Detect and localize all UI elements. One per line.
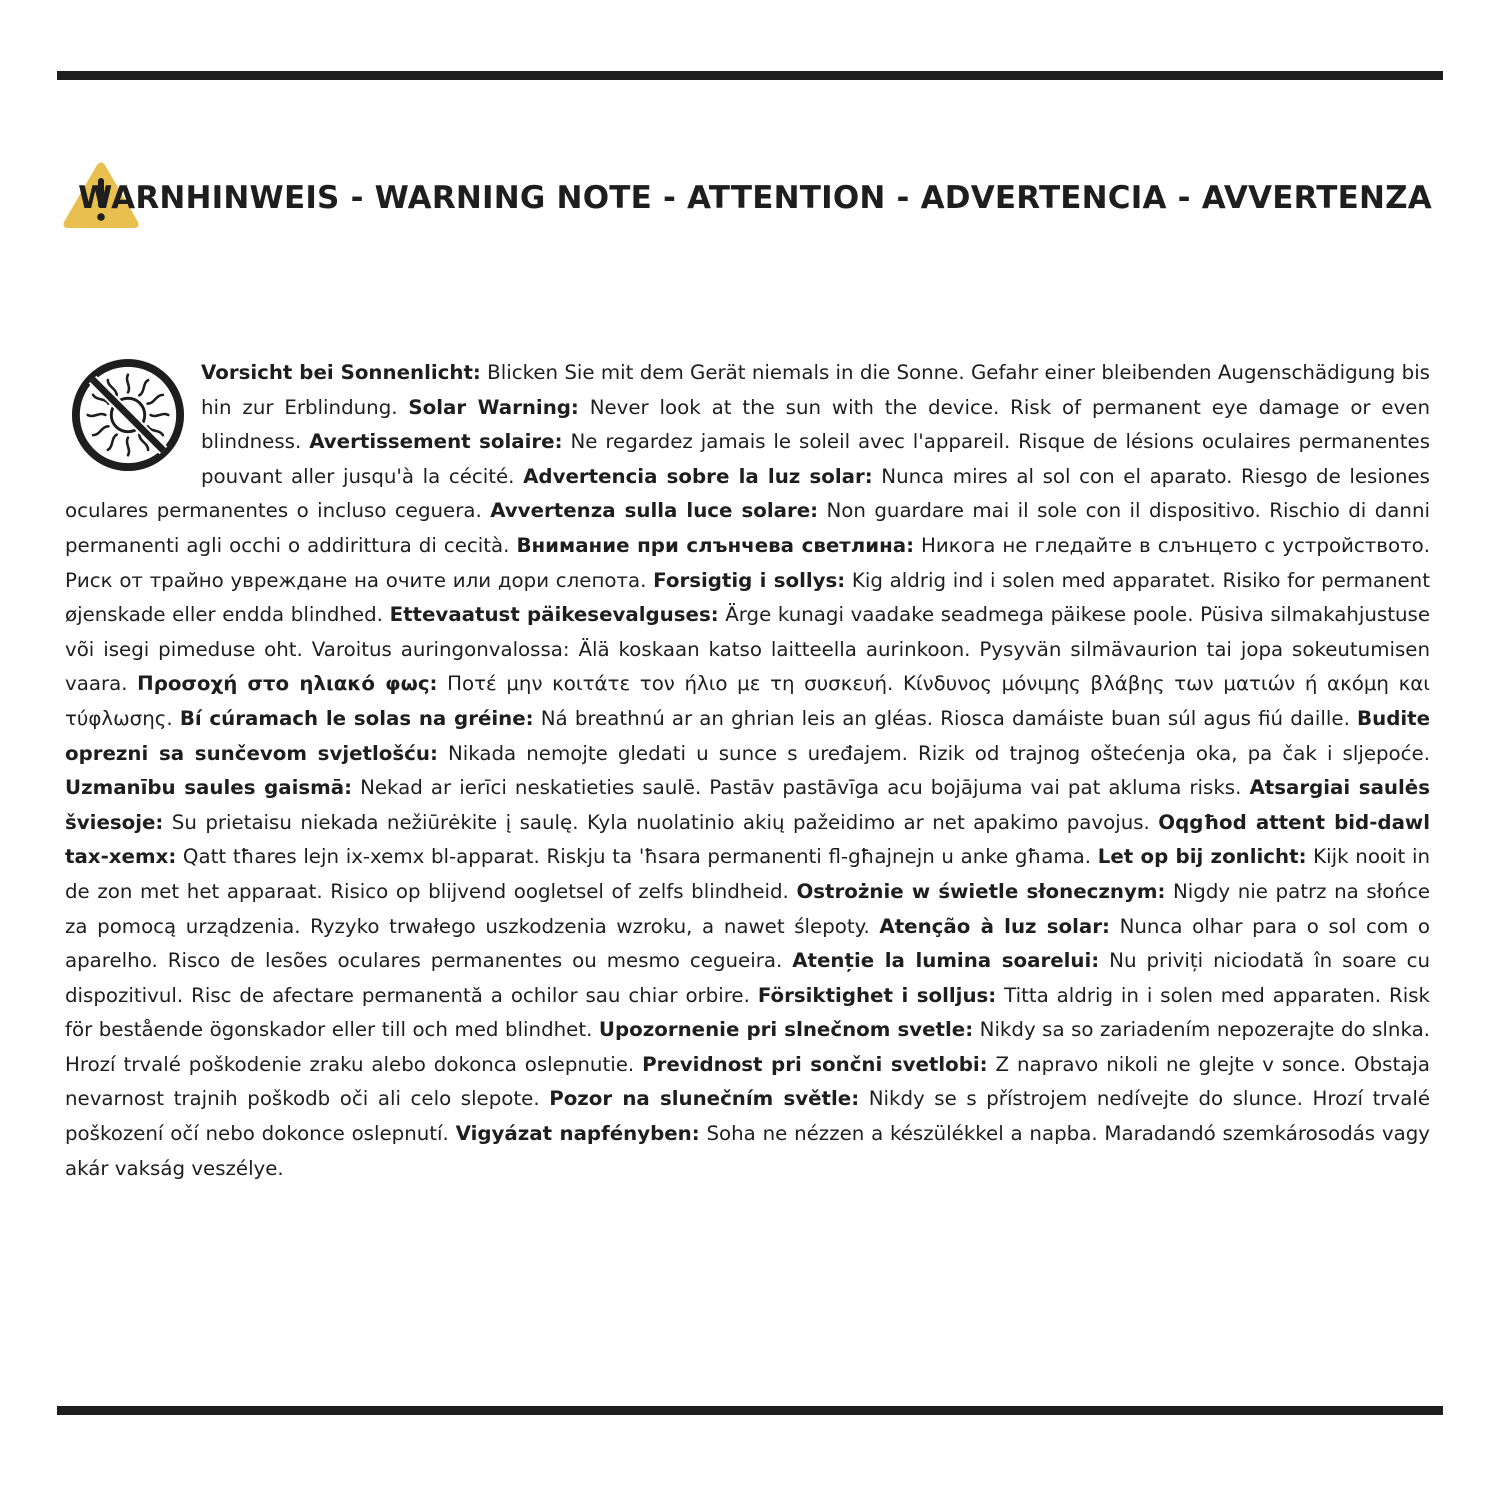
warning-label: Upozornenie pri slnečnom svetle: xyxy=(598,1018,974,1042)
warning-label: Vigyázat napfényben: xyxy=(455,1122,700,1146)
warning-text: Blicken Sie mit dem Gerät niemals in die Sonne. Gefahr einer bleibenden Augenschädigung bis hin zur Erblindung. xyxy=(201,361,1430,419)
warning-label: Försiktighet i solljus: xyxy=(757,983,997,1007)
sun-ray xyxy=(148,395,163,404)
warning-text: Kijk nooit in de zon met het apparaat. Risico op blijvend oogletsel of zelfs blindheid. xyxy=(65,845,1430,903)
warning-text: Nigdy nie patrz na słońce za pomocą urządzenia. Ryzyko trwałego uszkodzenia wzroku, a nawet ślepoty. xyxy=(65,879,1430,938)
warning-body xyxy=(65,356,1430,1186)
top-rule xyxy=(57,71,1443,80)
warning-text: Soha ne nézzen a készülékkel a napba. Maradandó szemkárosodás vagy akár vakság veszélye. xyxy=(65,1122,1430,1180)
warning-text: Nikdy sa so zariadením nepozerajte do slnka. Hrozí trvalé poškodenie zraku alebo dokonca oslepnutie. xyxy=(65,1018,1430,1076)
warning-label: Uzmanību saules gaismā: xyxy=(65,776,353,800)
warning-label: Pozor na slunečním světle: xyxy=(549,1087,860,1111)
warning-text: Ná breathnú ar an ghrian leis an gléas. Riosca damáiste buan súl agus fiú daille. xyxy=(533,706,1358,730)
warning-text: Non guardare mai il sole con il dispositivo. Rischio di danni permanenti agli occhi o addirittura di cecità. xyxy=(65,499,1430,557)
warning-label: Budite oprezni sa sunčevom svjetlošću: xyxy=(65,706,1430,765)
warning-label: Previdnost pri sončni svetlobi: xyxy=(642,1052,988,1076)
sun-ray xyxy=(127,438,129,456)
bottom-rule xyxy=(57,1406,1443,1415)
sun-ray xyxy=(93,426,108,435)
warning-text: Nekad ar ierīci neskatieties saulē. Pastāv pastāvīga acu bojājuma vai pat akluma risks. xyxy=(352,776,1250,800)
sun-ray xyxy=(139,380,148,395)
warning-text: Никога не гледайте в слънцето с устройството. Риск от трайно увреждане на очите или дори слепота. xyxy=(65,533,1430,592)
warning-label: Внимание при слънчева светлина: xyxy=(516,533,915,557)
warning-label: Atenție la lumina soarelui: xyxy=(792,949,1100,973)
warning-text: Never look at the sun with the device. Risk of permanent eye damage or even blindness. xyxy=(201,395,1430,454)
warning-label: Advertencia sobre la luz solar: xyxy=(523,464,873,488)
warning-text: Nikada nemojte gledati u sunce s uređajem. Rizik od trajnog oštećenja oka, pa čak i sljepoće. xyxy=(437,741,1430,765)
warning-label: Ostrożnie w świetle słonecznym: xyxy=(796,879,1166,903)
warning-header xyxy=(62,158,1432,238)
warning-label: Ettevaatust päikesevalguses: xyxy=(389,603,719,627)
warning-text: Nikdy se s přístrojem nedívejte do slunce. Hrozí trvalé poškození očí nebo dokonce oslepnutí. xyxy=(65,1087,1430,1146)
warning-text: Ne regardez jamais le soleil avec l'appareil. Risque de lésions oculaires permanentes pouvant aller jusqu'à la cécité. xyxy=(201,430,1430,488)
warning-label: Atsargiai saulės šviesoje: xyxy=(65,776,1430,834)
warning-label: Avertissement solaire: xyxy=(309,430,563,454)
sun-ray xyxy=(151,414,169,416)
warning-text: Titta aldrig in i solen med apparaten. Risk för bestående ögonskador eller till och med blindhet. xyxy=(65,983,1430,1042)
warning-text: Su prietaisu niekada nežiūrėkite į saulę. Kyla nuolatinio akių pažeidimo ar net apakimo pavojus. xyxy=(163,810,1159,834)
warning-text: Varoitus auringonvalossa: Älä koskaan katso laitteella aurinkoon. Pysyvän silmävaurion tai jopa sokeutumisen vaara. xyxy=(65,637,1430,696)
sun-ray xyxy=(88,414,106,416)
warning-label: Oqgħod attent bid-dawl tax-xemx: xyxy=(65,810,1430,869)
warning-text: Kig aldrig ind i solen med apparatet. Risiko for permanent øjenskade eller endda blindhed. xyxy=(65,568,1430,627)
warning-label: Atenção à luz solar: xyxy=(879,914,1110,938)
warning-label: Forsigtig i sollys: xyxy=(653,568,846,592)
warning-text: Nu priviți niciodată în soare cu dispozitivul. Risc de afectare permanentă a ochilor sau chiar orbire. xyxy=(65,949,1430,1007)
warning-label: Vorsicht bei Sonnenlicht: xyxy=(201,361,481,384)
sun-ray xyxy=(108,435,117,450)
warning-label: Προσοχή στο ηλιακό φως: xyxy=(137,672,438,696)
warning-label: Solar Warning: xyxy=(408,395,579,419)
no-sun-icon xyxy=(69,356,187,474)
warning-text: Ποτέ μην κοιτάτε τον ήλιο με τη συσκευή. Κίνδυνος μόνιμης βλάβης των ματιών ή ακόμη και τύφλωσης. xyxy=(65,672,1430,730)
warning-heading: WARNHINWEIS - WARNING NOTE - ATTENTION - ADVERTENCIA - AVVERTENZA xyxy=(78,180,1432,216)
warning-text: Nunca olhar para o sol com o aparelho. Risco de lesões oculares permanentes ou mesmo cegueira. xyxy=(65,914,1430,973)
warning-content xyxy=(65,356,1430,1296)
warning-label: Bí cúramach le solas na gréine: xyxy=(179,706,534,730)
warning-text: Nunca mires al sol con el aparato. Riesgo de lesiones oculares permanentes o incluso ceguera. xyxy=(65,464,1430,523)
warning-text: Ärge kunagi vaadake seadmega päikese poole. Püsiva silmakahjustuse või isegi pimeduse oht. xyxy=(65,603,1430,661)
sun-ray xyxy=(127,375,129,393)
warning-label: Avvertenza sulla luce solare: xyxy=(490,499,819,523)
warning-label: Let op bij zonlicht: xyxy=(1097,845,1307,869)
warning-text: Qatt tħares lejn ix-xemx bl-apparat. Riskju ta 'ħsara permanenti fl-għajnejn u anke għama. xyxy=(176,845,1098,869)
warning-text: Z napravo nikoli ne glejte v sonce. Obstaja nevarnost trajnih poškodb oči ali celo slepote. xyxy=(65,1052,1430,1111)
